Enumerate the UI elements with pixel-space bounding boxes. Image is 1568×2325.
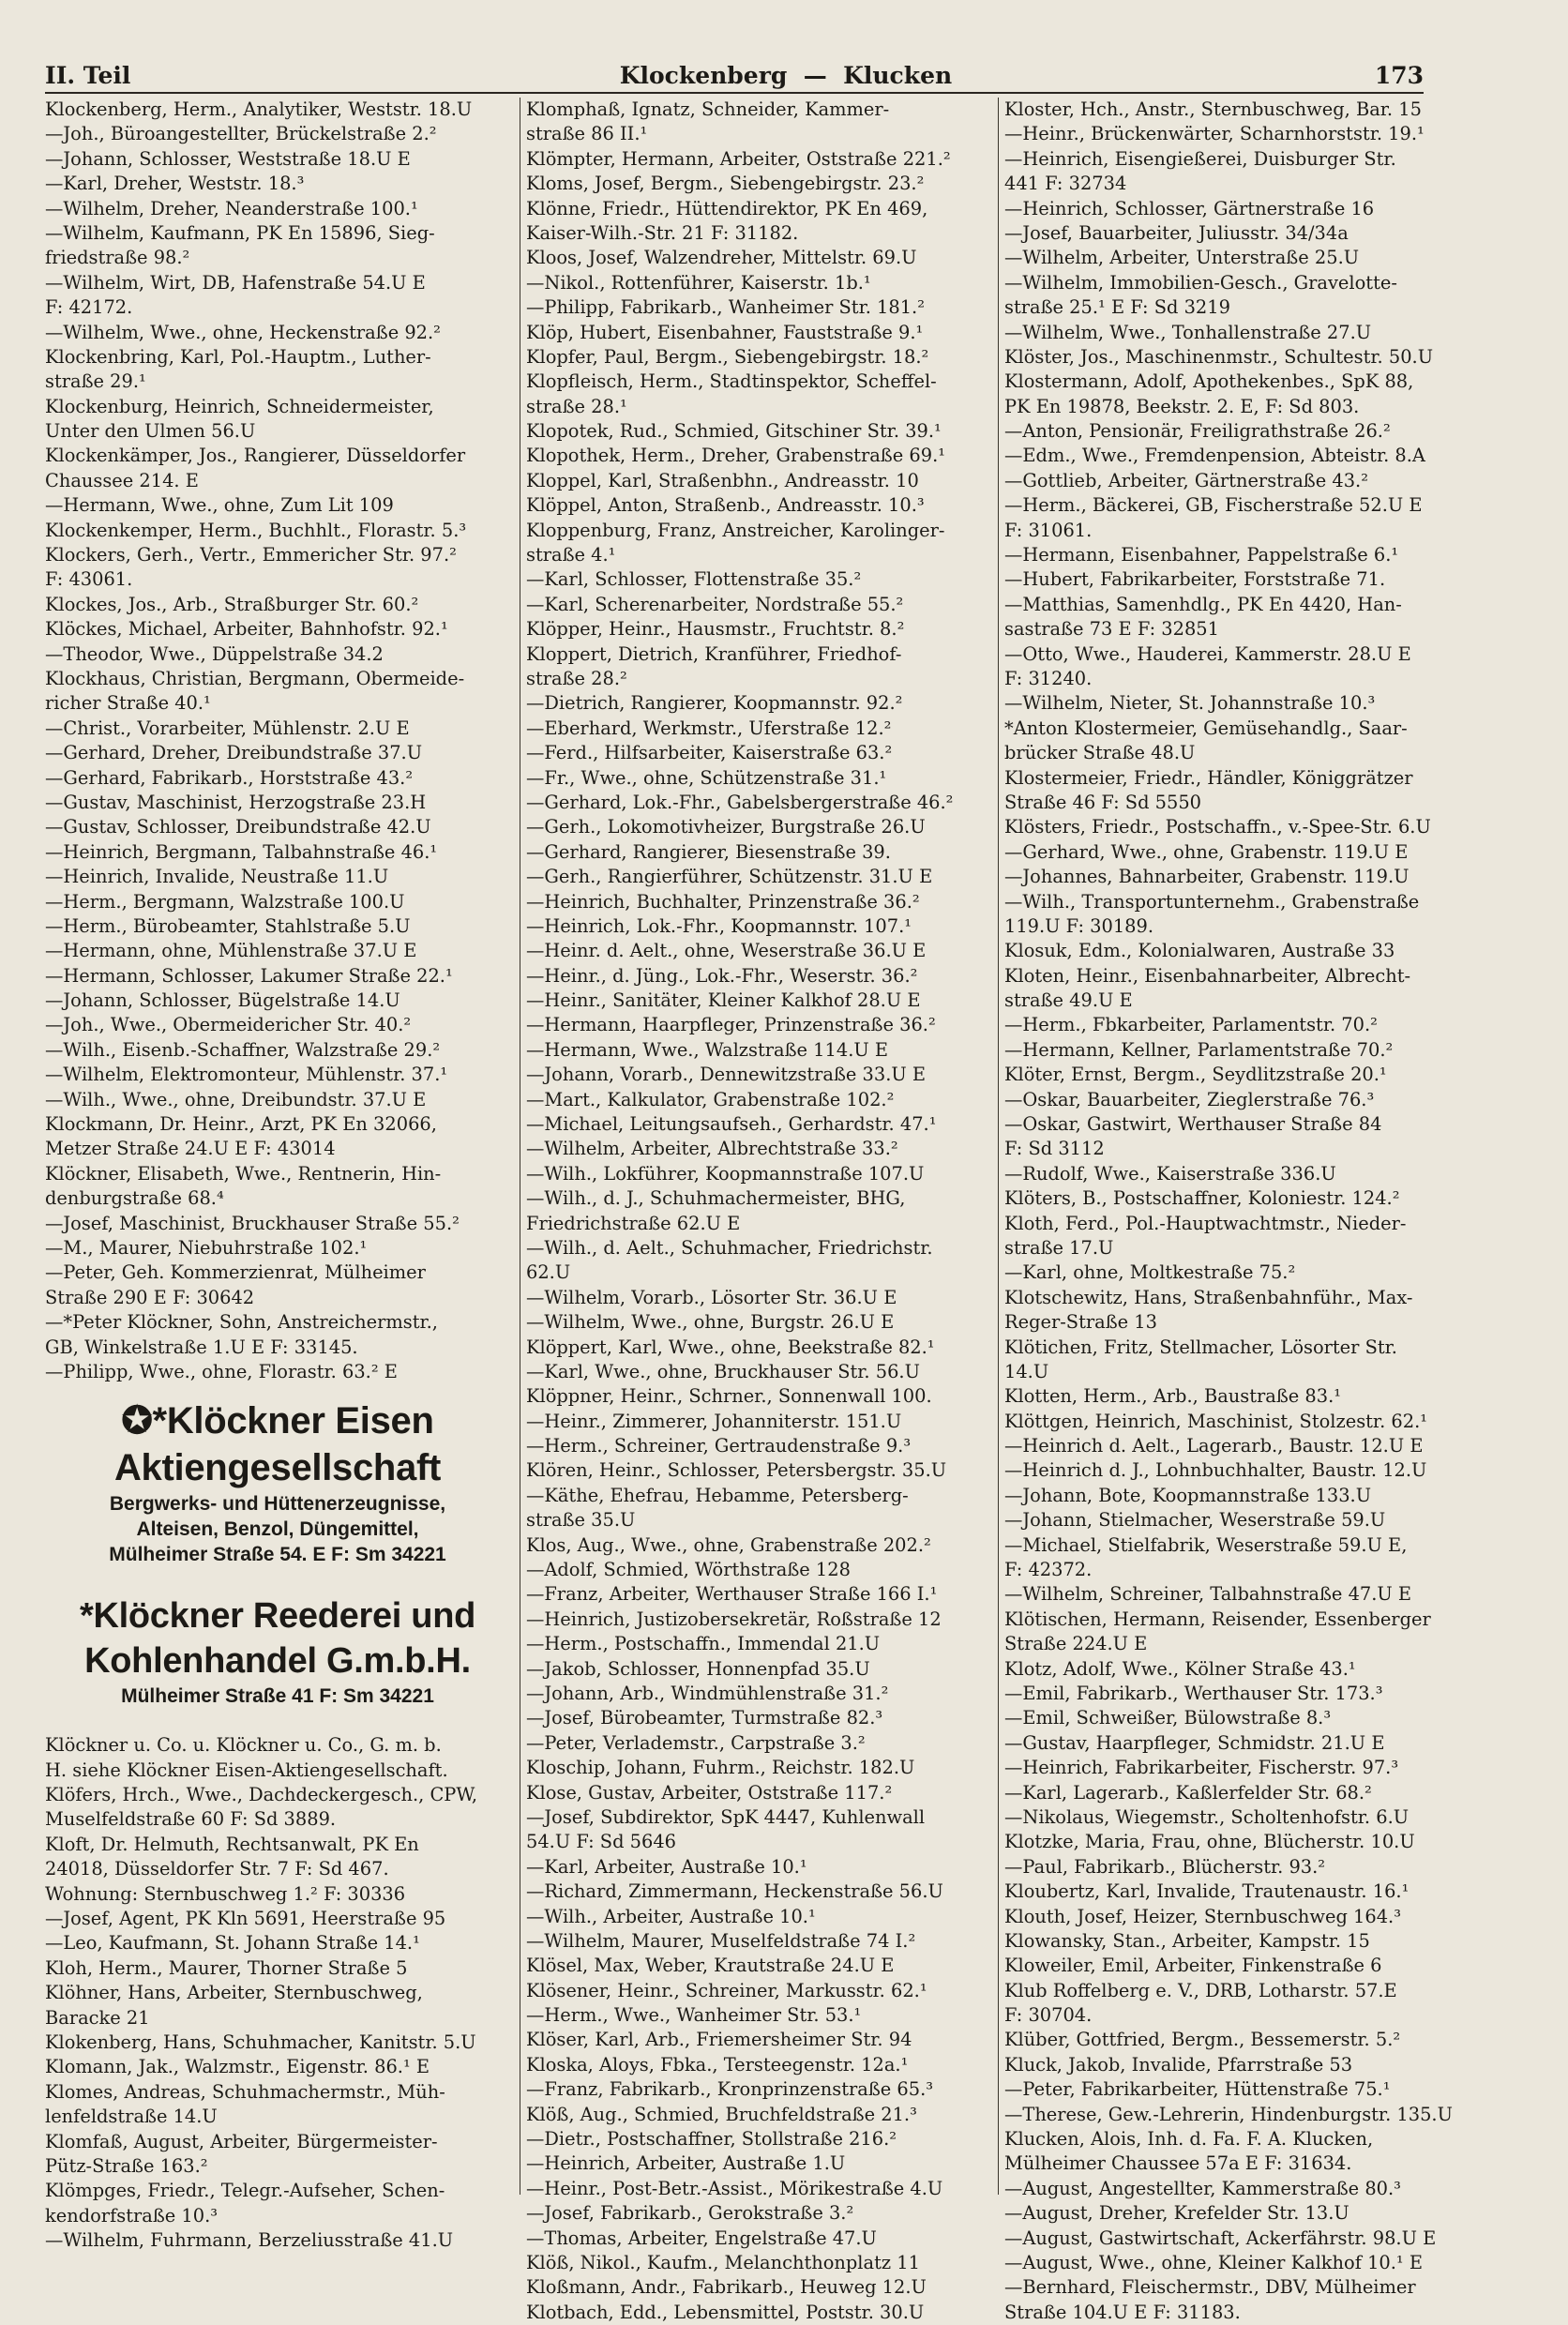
- directory-entry-line: —Herm., Wwe., Wanheimer Str. 53.¹: [526, 2004, 862, 2027]
- directory-entry-line: —Gottlieb, Arbeiter, Gärtnerstraße 43.²: [1004, 469, 1368, 491]
- directory-entry-line: —Richard, Zimmermann, Heckenstraße 56.U: [526, 1880, 943, 1903]
- directory-entry-line: —Josef, Fabrikarb., Gerokstraße 3.²: [526, 2202, 854, 2225]
- directory-entry-line: —Emil, Fabrikarb., Werthauser Str. 173.³: [1004, 1683, 1383, 1704]
- directory-entry-line: PK En 19878, Beekstr. 2. E, F: Sd 803.: [1004, 395, 1360, 417]
- directory-entry-line: —Theodor, Wwe., Düppelstraße 34.2: [45, 642, 384, 665]
- directory-entry-line: —Wilh., d. J., Schuhmachermeister, BHG,: [526, 1187, 906, 1210]
- directory-entry-line: 62.U: [526, 1261, 571, 1284]
- directory-entry-line: —Therese, Gew.-Lehrerin, Hindenburgstr. 135.U: [1004, 2103, 1453, 2125]
- directory-entry-line: —Oskar, Bauarbeiter, Zieglerstraße 76.³: [1004, 1088, 1375, 1110]
- ad-text-line-2: Alteisen, Benzol, Düngemittel,: [136, 1518, 419, 1541]
- directory-entry-line: —Gerh., Lokomotivheizer, Burgstraße 26.U: [526, 816, 926, 838]
- directory-entry-line: Straße 290 E F: 30642: [45, 1286, 255, 1308]
- directory-entry-line: Klöß, Aug., Schmied, Bruchfeldstraße 21.³: [526, 2103, 917, 2125]
- column-3-entries: [1004, 98, 1468, 2325]
- ad-title-line-2: Kohlenhandel G.m.b.H.: [84, 1641, 471, 1682]
- column-1-entries-bottom: [45, 1733, 510, 2253]
- directory-entry-line: —Wilhelm, Dreher, Neanderstraße 100.¹: [45, 197, 418, 219]
- directory-entry-line: straße 49.U E: [1004, 989, 1133, 1012]
- directory-entry-line: —Dietr., Postschaffner, Stollstraße 216.²: [526, 2128, 897, 2151]
- directory-entry-line: —Hermann, Eisenbahner, Pappelstraße 6.¹: [1004, 544, 1399, 566]
- directory-entry-line: Klub Roffelberg e. V., DRB, Lotharstr. 57.E: [1004, 1979, 1397, 2001]
- directory-entry-line: Klöckes, Michael, Arbeiter, Bahnhofstr. 92.¹: [45, 618, 448, 641]
- directory-entry-line: Klötischen, Hermann, Reisender, Essenberger: [1004, 1608, 1431, 1630]
- page-header: [45, 58, 1424, 94]
- directory-entry-line: Klöppel, Anton, Straßenb., Andreasstr. 10.³: [526, 494, 925, 517]
- directory-entry-line: —Herm., Bürobeamter, Stahlstraße 5.U: [45, 914, 411, 937]
- directory-entry-line: —Wilhelm, Arbeiter, Albrechtstraße 33.²: [526, 1138, 898, 1160]
- directory-entry-line: —Joh., Büroangestellter, Brückelstraße 2.²: [45, 123, 437, 145]
- directory-entry-line: Straße 224.U E: [1004, 1633, 1148, 1655]
- directory-entry-line: —Karl, ohne, Moltkestraße 75.²: [1004, 1261, 1296, 1284]
- directory-entry-line: Wohnung: Sternbuschweg 1.² F: 30336: [45, 1882, 406, 1905]
- directory-entry-line: —Heinrich, Arbeiter, Austraße 1.U: [526, 2152, 846, 2175]
- directory-entry-line: Klöfers, Hrch., Wwe., Dachdeckergesch., CPW,: [45, 1784, 478, 1806]
- directory-entry-line: —Heinrich d. Aelt., Lagerarb., Baustr. 12.U E: [1004, 1435, 1424, 1457]
- directory-entry-line: Klotz, Adolf, Wwe., Kölner Straße 43.¹: [1004, 1657, 1356, 1680]
- directory-entry-line: Klockenkämper, Jos., Rangierer, Düsseldorfer: [45, 445, 466, 467]
- directory-entry-line: —Heinrich, Invalide, Neustraße 11.U: [45, 866, 389, 888]
- directory-entry-line: —Dietrich, Rangierer, Koopmannstr. 92.²: [526, 692, 903, 715]
- directory-entry-line: —August, Angestellter, Kammerstraße 80.³: [1004, 2177, 1401, 2199]
- directory-entry-line: GB, Winkelstraße 1.U E F: 33145.: [45, 1336, 358, 1358]
- directory-entry-line: —Peter, Geh. Kommerzienrat, Mülheimer: [45, 1261, 426, 1284]
- directory-entry-line: —Jakob, Schlosser, Honnenpfad 35.U: [526, 1657, 870, 1680]
- directory-entry-line: Klos, Aug., Wwe., ohne, Grabenstraße 202.²: [526, 1533, 931, 1556]
- directory-entry-line: —Wilhelm, Kaufmann, PK En 15896, Sieg-: [45, 221, 435, 244]
- directory-entry-line: —Gerhard, Lok.-Fhr., Gabelsbergerstraße 46.²: [526, 791, 954, 813]
- directory-entry-line: Klöckner, Elisabeth, Wwe., Rentnerin, Hin-: [45, 1162, 442, 1185]
- directory-entry-line: Klöß, Nikol., Kaufm., Melanchthonplatz 11: [526, 2251, 920, 2273]
- directory-entry-line: —Matthias, Samenhdlg., PK En 4420, Han-: [1004, 593, 1402, 615]
- directory-entry-line: —Hermann, Haarpfleger, Prinzenstraße 36.²: [526, 1014, 936, 1036]
- directory-entry-line: Klösener, Heinr., Schreiner, Markusstr. 62.¹: [526, 1979, 927, 2001]
- directory-entry-line: —Emil, Schweißer, Bülowstraße 8.³: [1004, 1707, 1332, 1729]
- directory-entry-line: —Johann, Vorarb., Dennewitzstraße 33.U E: [526, 1064, 927, 1086]
- directory-entry-line: —Wilh., Lokführer, Koopmannstraße 107.U: [526, 1162, 925, 1185]
- column-1: [45, 98, 510, 2252]
- directory-entry-line: —Anton, Pensionär, Freiligrathstraße 26.²: [1004, 420, 1391, 443]
- directory-entry-line: Klowansky, Stan., Arbeiter, Kampstr. 15: [1004, 1929, 1370, 1952]
- directory-entry-line: —Michael, Stielfabrik, Weserstraße 59.U E,: [1004, 1533, 1408, 1556]
- directory-entry-line: —Hermann, Wwe., ohne, Zum Lit 109: [45, 494, 394, 517]
- directory-entry-line: Kloth, Ferd., Pol.-Hauptwachtmstr., Nieder-: [1004, 1212, 1407, 1234]
- directory-entry-line: Kloft, Dr. Helmuth, Rechtsanwalt, PK En: [45, 1833, 419, 1855]
- directory-entry-line: —Gerhard, Rangierer, Biesenstraße 39.: [526, 840, 891, 863]
- directory-entry-line: Klose, Gustav, Arbeiter, Oststraße 117.²: [526, 1781, 893, 1804]
- advertisement-kloeckner-eisen: [45, 1384, 510, 1573]
- directory-entry-line: Metzer Straße 24.U E F: 43014: [45, 1138, 336, 1160]
- column-3: [998, 98, 1468, 2323]
- directory-entry-line: —Wilh., d. Aelt., Schuhmacher, Friedrichstr.: [526, 1236, 933, 1259]
- directory-entry-line: —Josef, Maschinist, Bruckhauser Straße 55.²: [45, 1212, 460, 1234]
- directory-entry-line: Straße 46 F: Sd 5550: [1004, 791, 1202, 813]
- directory-entry-line: —Johannes, Bahnarbeiter, Grabenstr. 119.U: [1004, 866, 1410, 888]
- directory-entry-line: —Gerhard, Wwe., ohne, Grabenstr. 119.U E: [1004, 840, 1409, 863]
- directory-entry-line: —*Peter Klöckner, Sohn, Anstreichermstr.,: [45, 1311, 438, 1334]
- directory-entry-line: Klösel, Max, Weber, Krautstraße 24.U E: [526, 1955, 895, 1977]
- directory-entry-line: —Paul, Fabrikarb., Blücherstr. 93.²: [1004, 1855, 1326, 1878]
- directory-entry-line: —Gustav, Maschinist, Herzogstraße 23.H: [45, 791, 427, 813]
- directory-entry-line: —Heinr., Zimmerer, Johanniterstr. 151.U: [526, 1410, 902, 1432]
- directory-entry-line: Klöster, Jos., Maschinenmstr., Schultestr. 50.U: [1004, 345, 1434, 368]
- directory-entry-line: —Heinr., Brückenwärter, Scharnhorststr. 19.¹: [1004, 123, 1425, 145]
- directory-entry-line: —Joh., Wwe., Obermeidericher Str. 40.²: [45, 1014, 412, 1036]
- directory-entry-line: Klokenberg, Hans, Schuhmacher, Kanitstr. 5.U: [45, 2031, 476, 2053]
- directory-entry-line: Klucken, Alois, Inh. d. Fa. F. A. Klucken,: [1004, 2128, 1374, 2151]
- column-1-entries-top: [45, 98, 510, 1384]
- directory-entry-line: Kloten, Heinr., Eisenbahnarbeiter, Albrecht-: [1004, 964, 1411, 987]
- directory-entry-line: —Heinr., Sanitäter, Kleiner Kalkhof 28.U E: [526, 989, 921, 1012]
- directory-entry-line: Klöter, Ernst, Bergm., Seydlitzstraße 20.¹: [1004, 1064, 1387, 1086]
- directory-entry-line: Klopfleisch, Herm., Stadtinspektor, Scheffel-: [526, 370, 937, 393]
- directory-entry-line: Kloppert, Dietrich, Kranführer, Friedhof-: [526, 642, 902, 665]
- directory-entry-line: Muselfeldstraße 60 F: Sd 3889.: [45, 1808, 337, 1831]
- directory-entry-line: Kloos, Josef, Walzendreher, Mittelstr. 69.U: [526, 247, 917, 269]
- directory-entry-line: Klotten, Herm., Arb., Baustraße 83.¹: [1004, 1385, 1342, 1408]
- directory-entry-line: —Peter, Verlademstr., Carpstraße 3.²: [526, 1731, 866, 1754]
- column-2-entries: [526, 98, 995, 2325]
- directory-entry-line: F: 31240.: [1004, 667, 1093, 689]
- directory-entry-line: —Karl, Arbeiter, Austraße 10.¹: [526, 1855, 807, 1878]
- directory-entry-line: —Fr., Wwe., ohne, Schützenstraße 31.¹: [526, 766, 887, 789]
- directory-entry-line: Klockenberg, Herm., Analytiker, Weststr. 18.U: [45, 98, 473, 120]
- directory-entry-line: Kaiser-Wilh.-Str. 21 F: 31182.: [526, 221, 799, 244]
- directory-entry-line: —Wilhelm, Schreiner, Talbahnstraße 47.U E: [1004, 1583, 1412, 1606]
- directory-entry-line: Klömpter, Hermann, Arbeiter, Oststraße 221.²: [526, 147, 951, 170]
- directory-entry-line: Klöppner, Heinr., Schrner., Sonnenwall 100.: [526, 1385, 932, 1408]
- directory-entry-line: —Peter, Fabrikarbeiter, Hüttenstraße 75.¹: [1004, 2078, 1391, 2101]
- directory-entry-line: F: Sd 3112: [1004, 1138, 1105, 1160]
- directory-entry-line: —Karl, Wwe., ohne, Bruckhauser Str. 56.U: [526, 1360, 920, 1382]
- directory-entry-line: Klomfaß, August, Arbeiter, Bürgermeister-: [45, 2130, 438, 2152]
- directory-entry-line: straße 35.U: [526, 1509, 636, 1532]
- directory-entry-line: Klömpges, Friedr., Telegr.-Aufseher, Schen-: [45, 2180, 445, 2202]
- directory-entry-line: *Anton Klostermeier, Gemüsehandlg., Saar-: [1004, 717, 1408, 739]
- directory-entry-line: lenfeldstraße 14.U: [45, 2106, 218, 2128]
- directory-entry-line: —Nikolaus, Wiegemstr., Scholtenhofstr. 6.U: [1004, 1805, 1410, 1828]
- directory-entry-line: —Gerhard, Dreher, Dreibundstraße 37.U: [45, 742, 423, 764]
- directory-entry-line: —Johann, Stielmacher, Weserstraße 59.U: [1004, 1509, 1386, 1532]
- directory-entry-line: Klomphaß, Ignatz, Schneider, Kammer-: [526, 98, 890, 120]
- directory-entry-line: F: 30704.: [1004, 2004, 1093, 2027]
- directory-entry-line: Klockenburg, Heinrich, Schneidermeister,: [45, 395, 434, 417]
- directory-entry-line: Kloster, Hch., Anstr., Sternbuschweg, Bar. 15: [1004, 98, 1422, 120]
- directory-entry-line: —Wilh., Wwe., ohne, Dreibundstr. 37.U E: [45, 1088, 427, 1110]
- directory-entry-line: —Wilh., Arbeiter, Austraße 10.¹: [526, 1905, 816, 1927]
- directory-entry-line: F: 42172.: [45, 296, 133, 319]
- directory-entry-line: 54.U F: Sd 5646: [526, 1831, 677, 1853]
- directory-entry-line: —Leo, Kaufmann, St. Johann Straße 14.¹: [45, 1932, 420, 1955]
- directory-entry-line: straße 25.¹ E F: Sd 3219: [1004, 296, 1230, 319]
- directory-entry-line: —Gerh., Rangierführer, Schützenstr. 31.U E: [526, 866, 933, 888]
- directory-entry-line: F: 43061.: [45, 568, 133, 591]
- directory-entry-line: Baracke 21: [45, 2006, 150, 2029]
- directory-entry-line: —Gustav, Schlosser, Dreibundstraße 42.U: [45, 816, 431, 838]
- directory-entry-line: —Johann, Arb., Windmühlenstraße 31.²: [526, 1683, 889, 1704]
- directory-entry-line: Klomes, Andreas, Schuhmachermstr., Müh-: [45, 2080, 445, 2103]
- directory-entry-line: —Karl, Schlosser, Flottenstraße 35.²: [526, 568, 862, 591]
- directory-entry-line: Klotbach, Edd., Lebensmittel, Poststr. 30.U: [526, 2301, 925, 2323]
- directory-entry-line: friedstraße 98.²: [45, 247, 190, 269]
- directory-entry-line: —Thomas, Arbeiter, Engelstraße 47.U: [526, 2227, 877, 2249]
- directory-entry-line: —Wilh., Eisenb.-Schaffner, Walzstraße 29.²: [45, 1038, 441, 1061]
- directory-entry-line: straße 86 II.¹: [526, 123, 648, 145]
- directory-entry-line: brücker Straße 48.U: [1004, 742, 1196, 764]
- directory-entry-line: —Rudolf, Wwe., Kaiserstraße 336.U: [1004, 1162, 1336, 1185]
- directory-entry-line: —Edm., Wwe., Fremdenpension, Abteistr. 8.A: [1004, 445, 1425, 467]
- directory-entry-line: —Johann, Bote, Koopmannstraße 133.U: [1004, 1484, 1372, 1506]
- directory-entry-line: straße 17.U: [1004, 1236, 1114, 1259]
- directory-entry-line: Friedrichstraße 62.U E: [526, 1212, 741, 1234]
- directory-entry-line: —Heinrich, Schlosser, Gärtnerstraße 16: [1004, 197, 1375, 219]
- directory-entry-line: —Eberhard, Werkmstr., Uferstraße 12.²: [526, 717, 892, 739]
- directory-entry-line: —Heinr. d. Aelt., ohne, Weserstraße 36.U E: [526, 940, 927, 962]
- directory-entry-line: Klöser, Karl, Arb., Friemersheimer Str. 94: [526, 2029, 912, 2051]
- directory-entry-line: richer Straße 40.¹: [45, 692, 211, 715]
- directory-entry-line: —Johann, Schlosser, Weststraße 18.U E: [45, 147, 411, 170]
- directory-entry-line: —Mart., Kalkulator, Grabenstraße 102.²: [526, 1088, 895, 1110]
- directory-entry-line: —Hubert, Fabrikarbeiter, Forststraße 71.: [1004, 568, 1386, 591]
- ad-address: Mülheimer Straße 41 F: Sm 34221: [121, 1685, 434, 1708]
- directory-entry-line: —Heinrich, Lok.-Fhr., Koopmannstr. 107.¹: [526, 914, 912, 937]
- directory-entry-line: —Franz, Arbeiter, Werthauser Straße 166 I.¹: [526, 1583, 938, 1606]
- directory-entry-line: Klosuk, Edm., Kolonialwaren, Austraße 33: [1004, 940, 1395, 962]
- directory-entry-line: Klotschewitz, Hans, Straßenbahnführ., Max-: [1004, 1286, 1413, 1308]
- directory-entry-line: —M., Maurer, Niebuhrstraße 102.¹: [45, 1236, 368, 1259]
- directory-entry-line: —Herm., Bergmann, Walzstraße 100.U: [45, 890, 405, 913]
- directory-entry-line: —Karl, Lagerarb., Kaßlerfelder Str. 68.²: [1004, 1781, 1372, 1804]
- directory-entry-line: —Wilhelm, Wwe., ohne, Heckenstraße 92.²: [45, 321, 441, 343]
- directory-entry-line: Klockenkemper, Herm., Buchhlt., Florastr. 5.³: [45, 519, 467, 541]
- directory-entry-line: Kloppenburg, Franz, Anstreicher, Karolinger-: [526, 519, 945, 541]
- directory-entry-line: Kloubertz, Karl, Invalide, Trautenaustr. 16.¹: [1004, 1880, 1410, 1903]
- directory-entry-line: —Herm., Bäckerei, GB, Fischerstraße 52.U E: [1004, 494, 1423, 517]
- directory-entry-line: —Adolf, Schmied, Wörthstraße 128: [526, 1559, 851, 1581]
- directory-entry-line: Klopothek, Herm., Dreher, Grabenstraße 69.¹: [526, 445, 946, 467]
- ad-text-line-1: Bergwerks- und Hüttenerzeugnisse,: [109, 1493, 446, 1516]
- directory-entry-line: straße 28.²: [526, 667, 627, 689]
- directory-entry-line: —August, Wwe., ohne, Kleiner Kalkhof 10.¹ E: [1004, 2251, 1423, 2273]
- directory-entry-line: Klostermann, Adolf, Apothekenbes., SpK 88,: [1004, 370, 1414, 393]
- directory-entry-line: —Ferd., Hilfsarbeiter, Kaiserstraße 63.²: [526, 742, 893, 764]
- directory-entry-line: Klockhaus, Christian, Bergmann, Obermeide-: [45, 667, 465, 689]
- directory-entry-line: —Gustav, Haarpfleger, Schmidstr. 21.U E: [1004, 1731, 1385, 1754]
- directory-entry-line: Klouth, Josef, Heizer, Sternbuschweg 164.³: [1004, 1905, 1401, 1927]
- directory-entry-line: Unter den Ulmen 56.U: [45, 420, 256, 443]
- directory-entry-line: —Wilhelm, Wirt, DB, Hafenstraße 54.U E: [45, 271, 426, 294]
- directory-entry-line: Klockers, Gerh., Vertr., Emmericher Str. 97.²: [45, 544, 457, 566]
- directory-entry-line: —Nikol., Rottenführer, Kaiserstr. 1b.¹: [526, 271, 871, 294]
- directory-entry-line: —Gerhard, Fabrikarb., Horststraße 43.²: [45, 766, 414, 789]
- directory-entry-line: —Philipp, Wwe., ohne, Florastr. 63.² E: [45, 1360, 398, 1382]
- directory-entry-line: —Karl, Dreher, Weststr. 18.³: [45, 173, 305, 195]
- directory-entry-line: —Herm., Fbkarbeiter, Parlamentstr. 70.²: [1004, 1014, 1378, 1036]
- directory-entry-line: —Heinrich, Justizobersekretär, Roßstraße 12: [526, 1608, 942, 1630]
- directory-entry-line: —Hermann, Wwe., Walzstraße 114.U E: [526, 1038, 889, 1061]
- column-2: [520, 98, 995, 2323]
- directory-entry-line: F: 31061.: [1004, 519, 1093, 541]
- directory-entry-line: —Wilh., Transportunternehm., Grabenstraße: [1004, 890, 1420, 913]
- directory-entry-line: Kluck, Jakob, Invalide, Pfarrstraße 53: [1004, 2053, 1353, 2076]
- directory-entry-line: Klockenbring, Karl, Pol.-Hauptm., Luther-: [45, 345, 431, 368]
- directory-entry-line: —Franz, Fabrikarb., Kronprinzenstraße 65.³: [526, 2078, 934, 2101]
- directory-entry-line: —Karl, Scherenarbeiter, Nordstraße 55.²: [526, 593, 904, 615]
- directory-entry-line: —Josef, Bürobeamter, Turmstraße 82.³: [526, 1707, 883, 1729]
- directory-entry-line: Straße 104.U E F: 31183.: [1004, 2301, 1241, 2323]
- directory-entry-line: Klönne, Friedr., Hüttendirektor, PK En 469,: [526, 197, 928, 219]
- directory-entry-line: sastraße 73 E F: 32851: [1004, 618, 1219, 641]
- directory-entry-line: —Hermann, Kellner, Parlamentstraße 70.²: [1004, 1038, 1394, 1061]
- directory-entry-line: —Herm., Postschaffn., Immendal 21.U: [526, 1633, 881, 1655]
- directory-entry-line: —Heinrich, Buchhalter, Prinzenstraße 36.²: [526, 890, 920, 913]
- directory-entry-line: F: 42372.: [1004, 1559, 1093, 1581]
- directory-entry-line: kendorfstraße 10.³: [45, 2204, 219, 2227]
- directory-entry-line: Klöttgen, Heinrich, Maschinist, Stolzestr. 62.¹: [1004, 1410, 1428, 1432]
- directory-entry-line: 119.U F: 30189.: [1004, 914, 1153, 937]
- directory-entry-line: —Josef, Bauarbeiter, Juliusstr. 34/34a: [1004, 221, 1349, 244]
- directory-entry-line: —August, Dreher, Krefelder Str. 13.U: [1004, 2202, 1349, 2225]
- directory-entry-line: —Wilhelm, Maurer, Muselfeldstraße 74 I.²: [526, 1929, 916, 1952]
- directory-entry-line: Klopotek, Rud., Schmied, Gitschiner Str. 39.¹: [526, 420, 942, 443]
- directory-entry-line: —Heinr., d. Jüng., Lok.-Fhr., Weserstr. 36.²: [526, 964, 918, 987]
- directory-entry-line: Klomann, Jak., Walzmstr., Eigenstr. 86.¹ E: [45, 2056, 430, 2078]
- directory-entry-line: —Michael, Leitungsaufseh., Gerhardstr. 47.¹: [526, 1113, 937, 1136]
- directory-entry-line: Klopfer, Paul, Bergm., Siebengebirgstr. 18.²: [526, 345, 929, 368]
- directory-entry-line: —Heinrich d. J., Lohnbuchhalter, Baustr. 12.U: [1004, 1459, 1427, 1482]
- ad-title-line-1: *Klöckner Reederei und: [79, 1596, 476, 1637]
- directory-entry-line: Kloßmann, Andr., Fabrikarb., Heuweg 12.U: [526, 2276, 927, 2299]
- directory-entry-line: Klötichen, Fritz, Stellmacher, Lösorter Str.: [1004, 1336, 1397, 1358]
- directory-entry-line: —Heinrich, Bergmann, Talbahnstraße 46.¹: [45, 840, 438, 863]
- directory-entry-line: —Wilhelm, Elektromonteur, Mühlenstr. 37.¹: [45, 1064, 448, 1086]
- directory-entry-line: Klösters, Friedr., Postschaffn., v.-Spee-Str. 6.U: [1004, 816, 1431, 838]
- directory-entry-line: Kloh, Herm., Maurer, Thorner Straße 5: [45, 1956, 408, 1979]
- directory-entry-line: straße 4.¹: [526, 544, 616, 566]
- directory-entry-line: 441 F: 32734: [1004, 173, 1127, 195]
- directory-entry-line: Klören, Heinr., Schlosser, Petersbergstr. 35.U: [526, 1459, 947, 1482]
- directory-entry-line: —Wilhelm, Fuhrmann, Berzeliusstraße 41.U: [45, 2229, 454, 2252]
- directory-entry-line: 24018, Düsseldorfer Str. 7 F: Sd 467.: [45, 1858, 389, 1880]
- ad-title-line-2: Aktiengesellschaft: [113, 1447, 442, 1489]
- directory-entry-line: —Heinr., Post-Betr.-Assist., Mörikestraße 4.U: [526, 2177, 943, 2199]
- directory-entry-line: —Wilhelm, Nieter, St. Johannstraße 10.³: [1004, 692, 1376, 715]
- directory-entry-line: 14.U: [1004, 1360, 1049, 1382]
- directory-entry-line: Kloska, Aloys, Fbka., Tersteegenstr. 12a.¹: [526, 2053, 909, 2076]
- directory-entry-line: —Otto, Wwe., Hauderei, Kammerstr. 28.U E: [1004, 642, 1411, 665]
- directory-entry-line: —Wilhelm, Vorarb., Lösorter Str. 36.U E: [526, 1286, 897, 1308]
- directory-entry-line: Klockmann, Dr. Heinr., Arzt, PK En 32066,: [45, 1113, 437, 1136]
- directory-entry-line: Klockes, Jos., Arb., Straßburger Str. 60.²: [45, 593, 419, 615]
- directory-entry-line: —August, Gastwirtschaft, Ackerfährstr. 98.U E: [1004, 2227, 1437, 2249]
- directory-entry-line: Kloppel, Karl, Straßenbhn., Andreasstr. 10: [526, 469, 919, 491]
- directory-entry-line: Klöhner, Hans, Arbeiter, Sternbuschweg,: [45, 1982, 423, 2004]
- directory-entry-line: straße 28.¹: [526, 395, 627, 417]
- directory-entry-line: —Hermann, ohne, Mühlenstraße 37.U E: [45, 940, 417, 962]
- directory-entry-line: straße 29.¹: [45, 370, 146, 393]
- directory-entry-line: Kloms, Josef, Bergm., Siebengebirgstr. 23.²: [526, 173, 925, 195]
- directory-entry-line: Kloweiler, Emil, Arbeiter, Finkenstraße 6: [1004, 1955, 1382, 1977]
- directory-entry-line: —Wilhelm, Arbeiter, Unterstraße 25.U: [1004, 247, 1360, 269]
- advertisement-kloeckner-reederei: [45, 1573, 510, 1733]
- directory-entry-line: —Johann, Schlosser, Bügelstraße 14.U: [45, 989, 400, 1012]
- ad-address: Mülheimer Straße 54. E F: Sm 34221: [109, 1544, 446, 1566]
- directory-entry-line: —Wilhelm, Wwe., Tonhallenstraße 27.U: [1004, 321, 1372, 343]
- directory-entry-line: —Hermann, Schlosser, Lakumer Straße 22.¹: [45, 964, 453, 987]
- directory-entry-line: Klotzke, Maria, Frau, ohne, Blücherstr. 10.U: [1004, 1831, 1415, 1853]
- directory-entry-line: —Wilhelm, Immobilien-Gesch., Gravelotte-: [1004, 271, 1397, 294]
- directory-entry-line: —Wilhelm, Wwe., ohne, Burgstr. 26.U E: [526, 1311, 895, 1334]
- directory-entry-line: Klüber, Gottfried, Bergm., Bessemerstr. 5.²: [1004, 2029, 1401, 2051]
- section-label: II. Teil: [45, 62, 131, 89]
- directory-entry-line: —Käthe, Ehefrau, Hebamme, Petersberg-: [526, 1484, 909, 1506]
- directory-entry-line: —Heinrich, Fabrikarbeiter, Fischerstr. 97.³: [1004, 1757, 1399, 1779]
- directory-entry-line: Klöpper, Heinr., Hausmstr., Fruchtstr. 8.²: [526, 618, 905, 641]
- directory-entry-line: Klöppert, Karl, Wwe., ohne, Beekstraße 82.¹: [526, 1336, 935, 1358]
- directory-entry-line: Klöters, B., Postschaffner, Koloniestr. 124.²: [1004, 1187, 1400, 1210]
- directory-entry-line: Klöp, Hubert, Eisenbahner, Fauststraße 9.¹: [526, 321, 924, 343]
- directory-entry-line: —Philipp, Fabrikarb., Wanheimer Str. 181.²: [526, 296, 925, 319]
- directory-entry-line: Klostermeier, Friedr., Händler, Königgrätzer: [1004, 766, 1413, 789]
- directory-entry-line: —Josef, Subdirektor, SpK 4447, Kuhlenwall: [526, 1805, 926, 1828]
- directory-entry-line: —Oskar, Gastwirt, Werthauser Straße 84: [1004, 1113, 1382, 1136]
- directory-entry-line: —Josef, Agent, PK Kln 5691, Heerstraße 95: [45, 1908, 446, 1930]
- directory-entry-line: —Christ., Vorarbeiter, Mühlenstr. 2.U E: [45, 717, 410, 739]
- directory-entry-line: —Bernhard, Fleischermstr., DBV, Mülheimer: [1004, 2276, 1416, 2299]
- page-number: 173: [1374, 62, 1424, 89]
- page-range-title: Klockenberg — Klucken: [619, 62, 953, 89]
- directory-entry-line: Klöckner u. Co. u. Klöckner u. Co., G. m. b.: [45, 1734, 442, 1757]
- directory-entry-line: Chaussee 214. E: [45, 469, 199, 491]
- directory-entry-line: Kloschip, Johann, Fuhrm., Reichstr. 182.U: [526, 1757, 915, 1779]
- directory-entry-line: H. siehe Klöckner Eisen-Aktiengesellschaft.: [45, 1759, 448, 1781]
- directory-entry-line: Mülheimer Chaussee 57a E F: 31634.: [1004, 2152, 1352, 2175]
- directory-entry-line: denburgstraße 68.⁴: [45, 1187, 224, 1210]
- directory-entry-line: Pütz-Straße 163.²: [45, 2154, 208, 2177]
- ad-title-line-1: ✪*Klöckner Eisen: [121, 1400, 434, 1442]
- directory-entry-line: Reger-Straße 13: [1004, 1311, 1157, 1334]
- directory-entry-line: —Herm., Schreiner, Gertraudenstraße 9.³: [526, 1435, 912, 1457]
- directory-entry-line: —Heinrich, Eisengießerei, Duisburger Str.: [1004, 147, 1396, 170]
